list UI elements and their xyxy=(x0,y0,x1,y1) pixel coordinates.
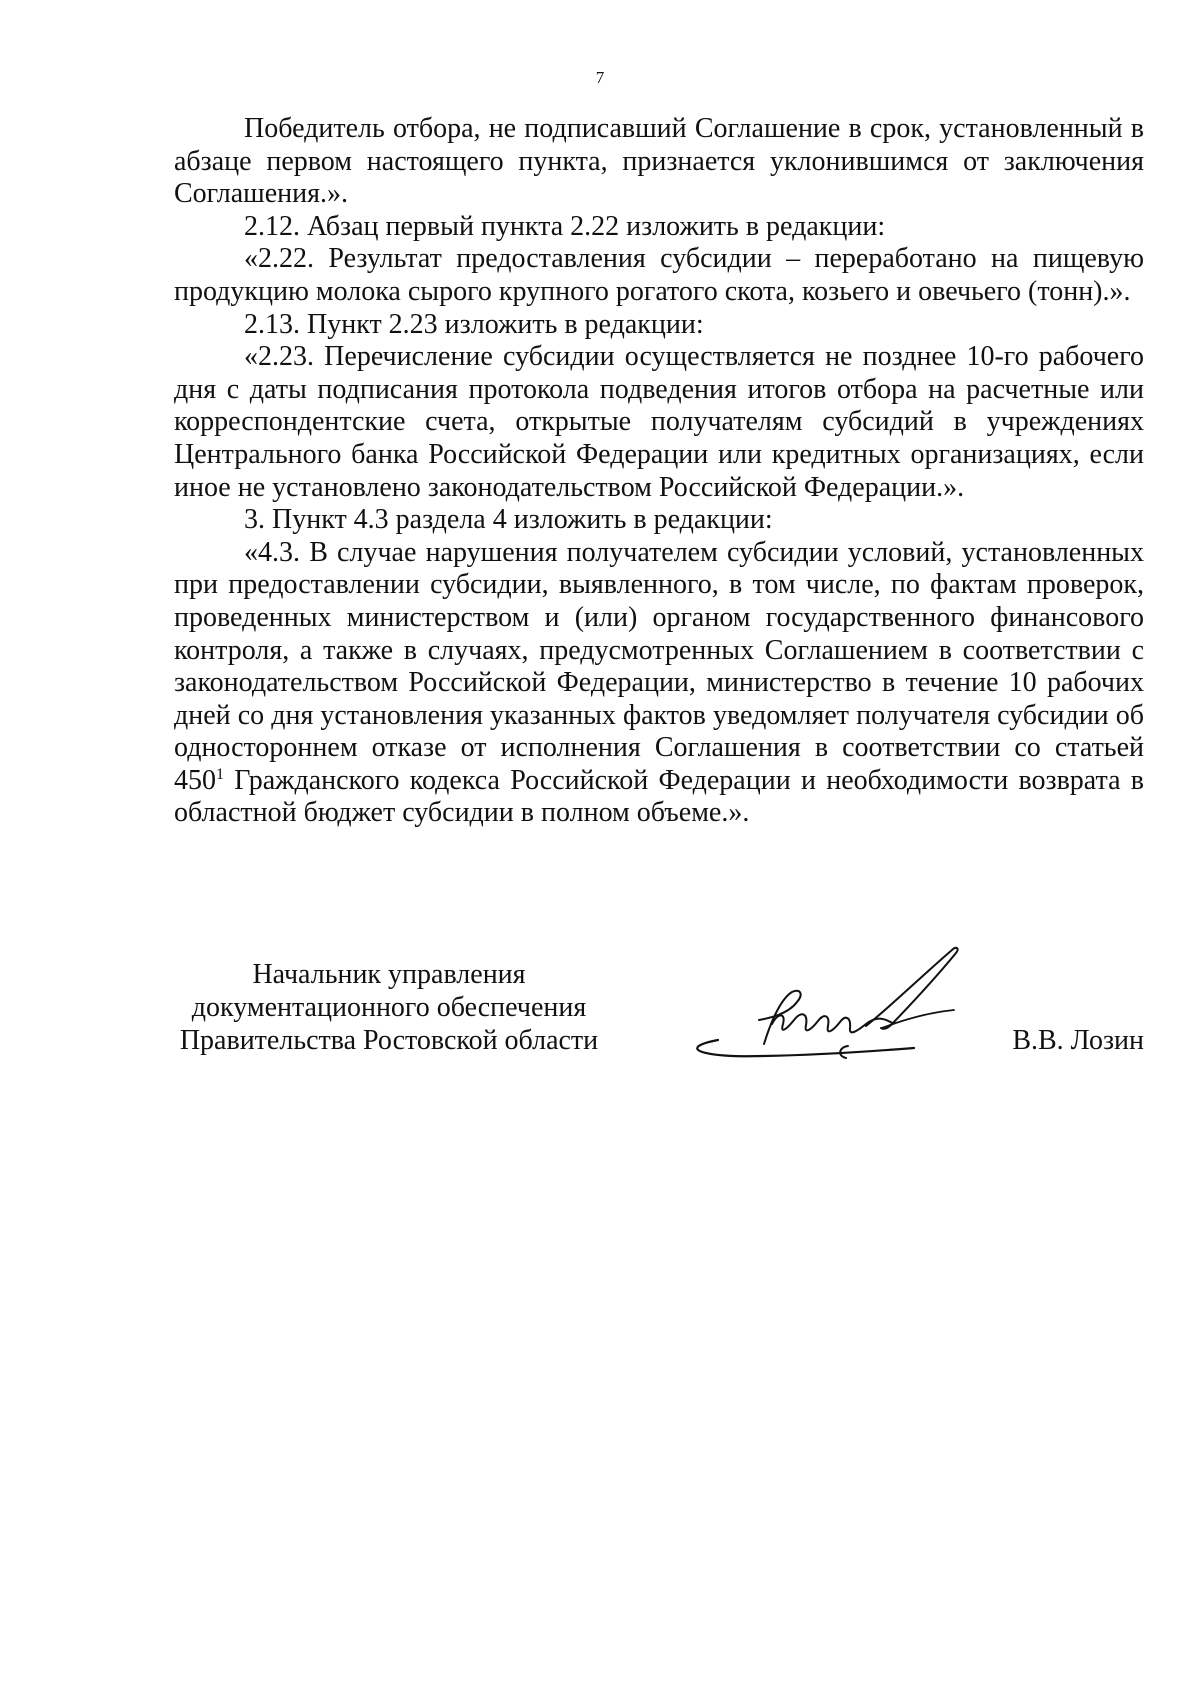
clause-4-3-text-start: «4.3. В случае нарушения получателем субсидии условий, установленных при предоставлении субсидии, выявленного, в том числе, по фактам проверок, проведенных министерством и (или) органом государственного финансового контроля, а также в случаях, предусмотренных Соглашением в соответствии с законодательством Российской Федерации, министерство в течение 10 рабочих дней со дня установления указанных фактов уведомляет получателя субсидии об одностороннем отказе от исполнения Соглашения в соответствии со статьей 450 xyxy=(174,536,1144,796)
paragraph-clause-2-22: «2.22. Результат предоставления субсидии – переработано на пищевую продукцию молока сырого крупного рогатого скота, козьего и овечьего (тонн).». xyxy=(174,243,1144,307)
clause-4-3-text-end: Гражданского кодекса Российской Федерации и необходимости возврата в областной бюджет субсидии в полном объеме.». xyxy=(174,764,1144,829)
signature-block xyxy=(174,958,1144,1088)
signer-position-line-2: документационного обеспечения xyxy=(191,992,587,1023)
signer-position-line-3: Правительства Ростовской области xyxy=(179,1025,599,1056)
paragraph-item-3: 3. Пункт 4.3 раздела 4 изложить в редакции: xyxy=(244,504,773,536)
paragraph-item-2-13: 2.13. Пункт 2.23 изложить в редакции: xyxy=(244,308,704,340)
paragraph-item-2-12: 2.12. Абзац первый пункта 2.22 изложить в редакции: xyxy=(244,210,886,242)
paragraph-winner-evasion: Победитель отбора, не подписавший Соглашение в срок, установленный в абзаце первом настоящего пункта, признается уклонившимся от заключения Соглашения.». xyxy=(174,113,1144,210)
paragraph-clause-4-3 xyxy=(174,537,1144,830)
handwritten-signature xyxy=(656,936,986,1066)
page-number: 7 xyxy=(595,68,605,87)
signer-name: В.В. Лозин xyxy=(1012,1025,1144,1056)
document-body xyxy=(174,113,1144,830)
paragraph-clause-2-23: «2.23. Перечисление субсидии осуществляется не позднее 10-го рабочего дня с даты подписания протокола подведения итогов отбора на расчетные или корреспондентские счета, открытые получателям субсидий в учреждениях Центрального банка Российской Федерации или кредитных организациях, если иное не установлено законодательством Российской Федерации.». xyxy=(174,341,1144,503)
signer-position xyxy=(174,958,604,1057)
signer-position-line-1: Начальник управления xyxy=(252,959,526,990)
article-superscript: 1 xyxy=(216,765,224,783)
